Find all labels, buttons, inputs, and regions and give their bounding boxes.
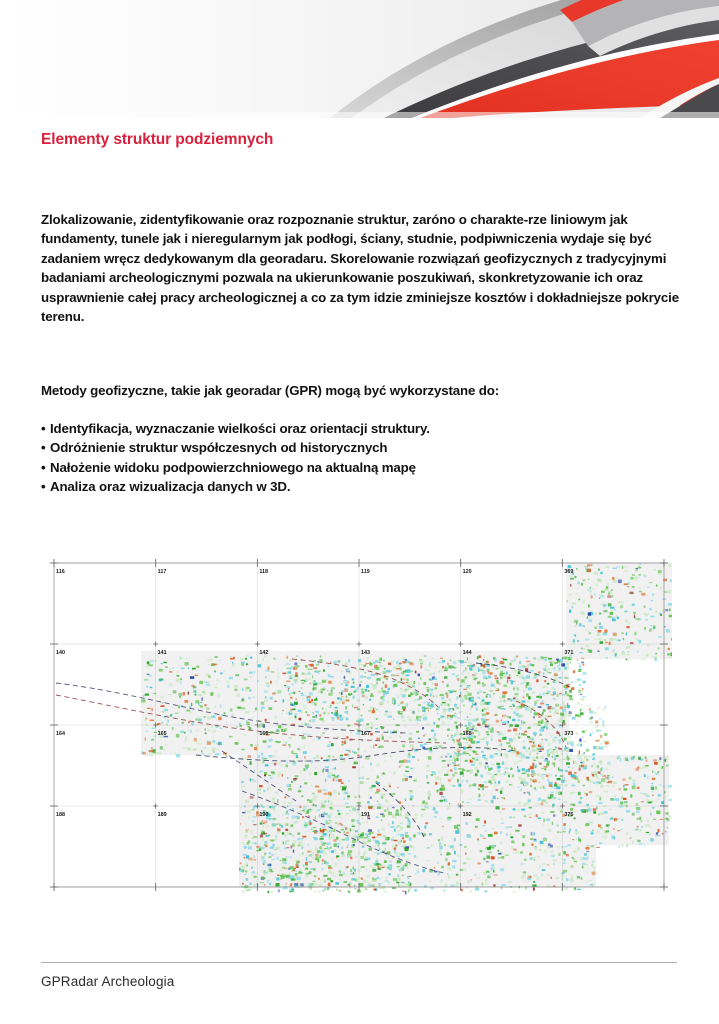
gpr-radargram-canvas — [46, 555, 672, 895]
bullet-icon: • — [41, 459, 46, 475]
swoosh-arc-graphic — [0, 0, 719, 118]
grid-label: 375 — [564, 812, 574, 818]
grid-label: 188 — [56, 812, 65, 818]
grid-label: 119 — [361, 569, 370, 575]
bullet-icon: • — [41, 421, 46, 436]
paragraph-intro: Zlokalizowanie, zidentyfikowanie oraz rozpoznanie struktur, zaróno o charakte-rze liniowym jak fundamenty, tunele jak i nieregularnym jak podłogi, ściany, studnie, podpiwniczenia wydaje się być zadaniem wręcz dedykowanym dla georadaru. Skorelowanie rozwiązań geofizycznych z tradycyjnymi badaniami archeologicznymi pozwala na ukierunkowanie poszukiwań, skonkretyzowanie ich oraz usprawnienie całej pracy archeologicznej a co za tym idzie zminiejsze kosztów i dokładniejsze pokrycie terenu. — [41, 212, 679, 325]
list-item — [41, 477, 679, 496]
grid-label: 371 — [564, 650, 574, 656]
grid-label: 118 — [259, 569, 269, 575]
bullet-icon: • — [41, 440, 46, 456]
list-item — [41, 419, 679, 438]
list-item — [41, 458, 679, 477]
grid-label: 144 — [462, 650, 472, 656]
grid-label: 142 — [259, 650, 269, 656]
footer-label: GPRadar Archeologia — [41, 974, 175, 989]
grid-label: 143 — [361, 650, 370, 656]
bullet-list — [41, 419, 679, 497]
grid-label: 140 — [56, 650, 65, 656]
grid-label: 192 — [462, 812, 472, 818]
list-item — [41, 438, 679, 457]
grid-label: 190 — [259, 812, 269, 818]
list-item-label: Odróżnienie struktur współczesnych od historycznych — [50, 440, 388, 456]
grid-label: 191 — [361, 812, 370, 818]
grid-label: 373 — [564, 731, 574, 737]
footer-divider — [41, 962, 677, 963]
grid-label: 141 — [157, 650, 167, 656]
list-item-label: Analiza oraz wizualizacja danych w 3D. — [50, 479, 291, 495]
paragraph-methods: Metody geofizyczne, takie jak georadar (GPR) mogą być wykorzystane do: — [41, 383, 499, 398]
grid-label: 164 — [56, 731, 65, 737]
gpr-radargram-figure — [46, 555, 672, 895]
grid-label: 165 — [157, 731, 167, 737]
grid-label: 189 — [157, 812, 167, 818]
grid-label: 116 — [56, 569, 65, 575]
header-banner — [0, 0, 719, 118]
grid-label: 168 — [462, 731, 472, 737]
list-item-label: Identyfikacja, wyznaczanie wielkości oraz orientacji struktury. — [50, 421, 430, 436]
grid-label: 117 — [157, 569, 167, 575]
page-title: Elementy struktur podziemnych — [41, 131, 274, 148]
grid-label: 369 — [564, 569, 574, 575]
grid-label: 120 — [462, 569, 472, 575]
list-item-label: Nałożenie widoku podpowierzchniowego na aktualną mapę — [50, 459, 416, 475]
grid-label: 166 — [259, 731, 269, 737]
grid-label: 167 — [361, 731, 370, 737]
bullet-icon: • — [41, 479, 46, 495]
